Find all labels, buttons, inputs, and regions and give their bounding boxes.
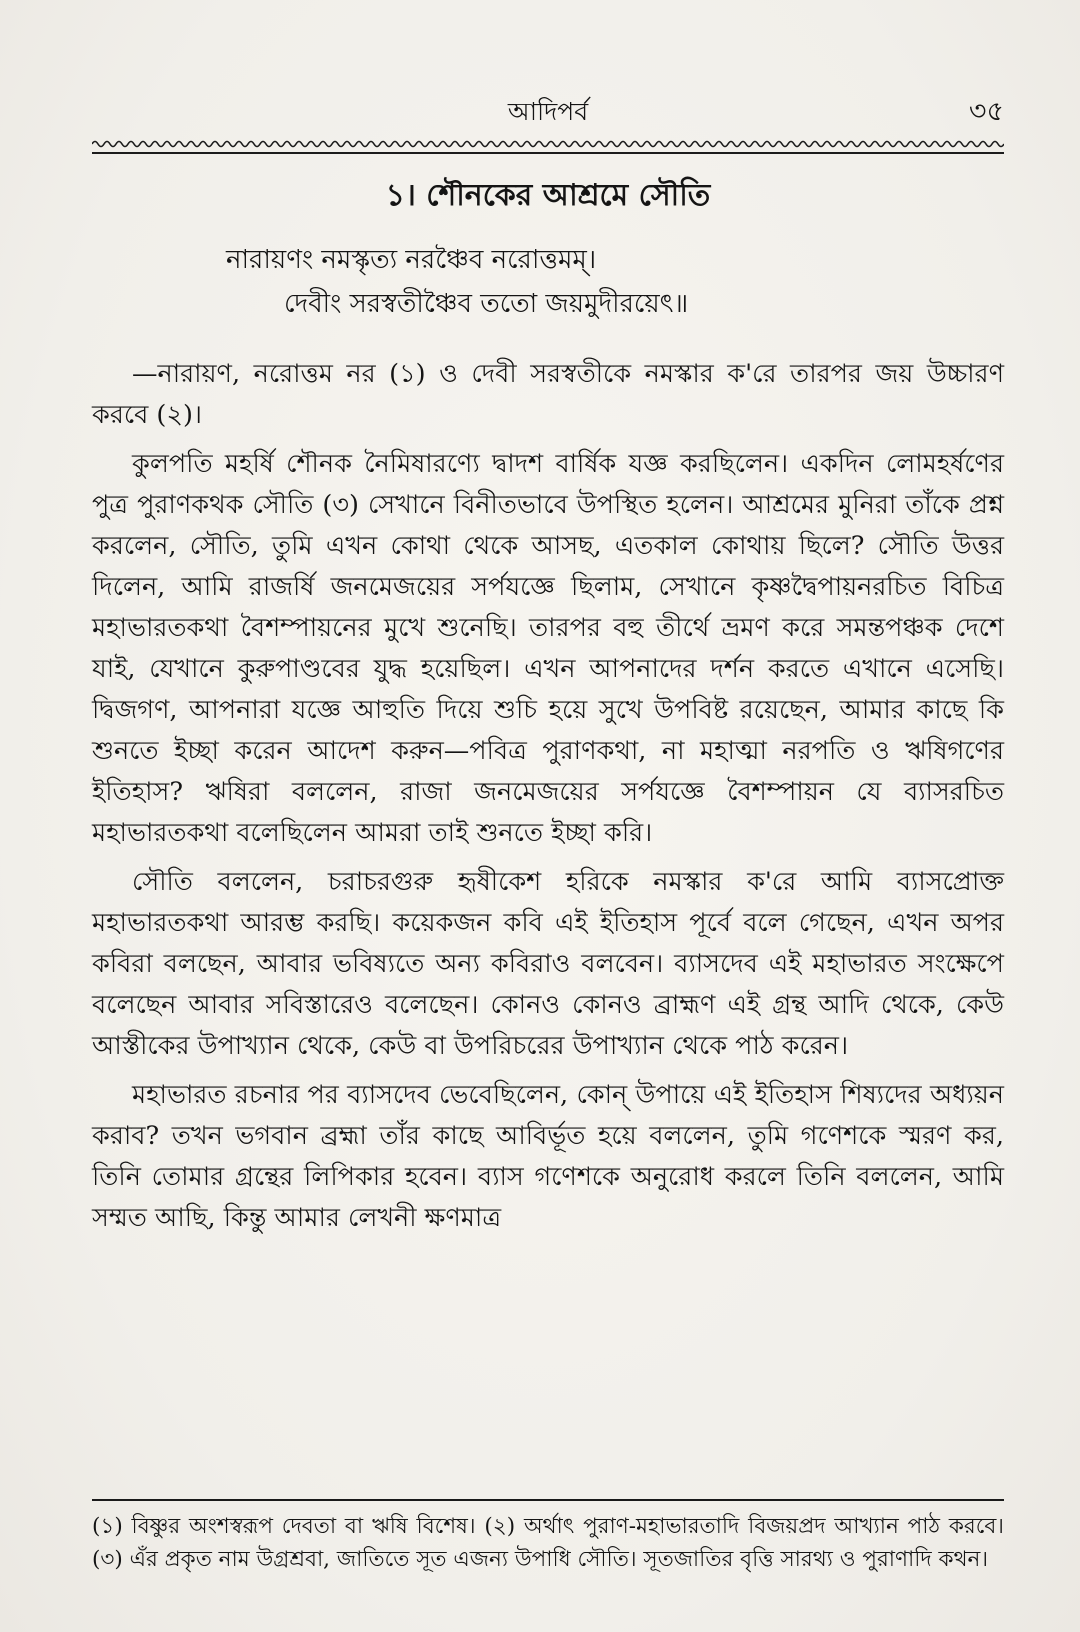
footnote-divider	[92, 1499, 1004, 1501]
ornament-border-graphic	[92, 138, 1004, 156]
paragraph: সৌতি বললেন, চরাচরগুরু হৃষীকেশ হরিকে নমস্কার ক'রে আমি ব্যাসপ্রোক্ত মহাভারতকথা আরম্ভ করছি। কয়েকজন কবি এই ইতিহাস পূর্বে বলে গেছেন, এখন অপর কবিরা বলছেন, আবার ভবিষ্যতে অন্য কবিরাও বলবেন। ব্যাসদেব এই মহাভারত সংক্ষেপে বলেছেন আবার সবিস্তারেও বলেছেন। কোনও কোনও ব্রাহ্মণ এই গ্রন্থ আদি থেকে, কেউ আস্তীকের উপাখ্যান থেকে, কেউ বা উপরিচরের উপাখ্যান থেকে পাঠ করেন।	[92, 867, 1004, 1061]
ornamental-rule	[92, 138, 1004, 156]
page-number: ৩৫	[968, 96, 1004, 127]
body-text	[92, 354, 1004, 1247]
ornament-wave	[92, 142, 1004, 147]
paragraph: কুলপতি মহর্ষি শৌনক নৈমিষারণ্যে দ্বাদশ বার্ষিক যজ্ঞ করছিলেন। একদিন লোমহর্ষণের পুত্র পুরাণকথক সৌতি (৩) সেখানে বিনীতভাবে উপস্থিত হলেন। আশ্রমের মুনিরা তাঁকে প্রশ্ন করলেন, সৌতি, তুমি এখন কোথা থেকে আসছ, এতকাল কোথায় ছিলে? সৌতি উত্তর দিলেন, আমি রাজর্ষি জনমেজয়ের সর্পযজ্ঞে ছিলাম, সেখানে কৃষ্ণদ্বৈপায়নরচিত বিচিত্র মহাভারতকথা বৈশম্পায়নের মুখে শুনেছি। তারপর বহু তীর্থে ভ্রমণ করে সমন্তপঞ্চক দেশে যাই, যেখানে কুরুপাণ্ডবের যুদ্ধ হয়েছিল। এখন আপনাদের দর্শন করতে এখানে এসেছি। দ্বিজগণ, আপনারা যজ্ঞে আহুতি দিয়ে শুচি হয়ে সুখে উপবিষ্ট রয়েছেন, আমার কাছে কি শুনতে ইচ্ছা করেন আদেশ করুন—পবিত্র পুরাণকথা, না মহাত্মা নরপতি ও ঋষিগণের ইতিহাস? ঋষিরা বললেন, রাজা জনমেজয়ের সর্পযজ্ঞে বৈশম্পায়ন যে ব্যাসরচিত মহাভারতকথা বলেছিলেন আমরা তাই শুনতে ইচ্ছা করি।	[92, 449, 1004, 848]
footnotes	[92, 1510, 1004, 1576]
sanskrit-verse-line-1: নারায়ণং নমস্কৃত্য নরঞ্চৈব নরোত্তমম্।	[226, 245, 597, 275]
footnote-text: (১) বিষ্ণুর অংশস্বরূপ দেবতা বা ঋষি বিশেষ। (২) অর্থাৎ পুরাণ-মহাভারতাদি বিজয়প্রদ আখ্যান পাঠ করবে। (৩) এঁর প্রকৃত নাম উগ্রশ্রবা, জাতিতে সূত এজন্য উপাধি সৌতি। সূতজাতির বৃত্তি সারথ্য ও পুরাণাদি কথন।	[92, 1514, 1004, 1572]
page-header	[92, 92, 1004, 136]
running-title: আদিপর্ব	[507, 97, 589, 126]
paragraph: —নারায়ণ, নরোত্তম নর (১) ও দেবী সরস্বতীকে নমস্কার ক'রে তারপর জয় উচ্চারণ করবে (২)।	[92, 359, 1004, 430]
paragraph: মহাভারত রচনার পর ব্যাসদেব ভেবেছিলেন, কোন্ উপায়ে এই ইতিহাস শিষ্যদের অধ্যয়ন করাব? তখন ভগবান ব্রহ্মা তাঁর কাছে আবির্ভূত হয়ে বললেন, তুমি গণেশকে স্মরণ কর, তিনি তোমার গ্রন্থের লিপিকার হবেন। ব্যাস গণেশকে অনুরোধ করলে তিনি বললেন, আমি সম্মত আছি, কিন্তু আমার লেখনী ক্ষণমাত্র	[92, 1080, 1004, 1233]
chapter-title: ১। শৌনকের আশ্রমে সৌতি	[385, 178, 711, 213]
sanskrit-verse-line-2: দেবীং সরস্বতীঞ্চৈব ততো জয়মুদীরয়েৎ॥	[284, 289, 689, 319]
